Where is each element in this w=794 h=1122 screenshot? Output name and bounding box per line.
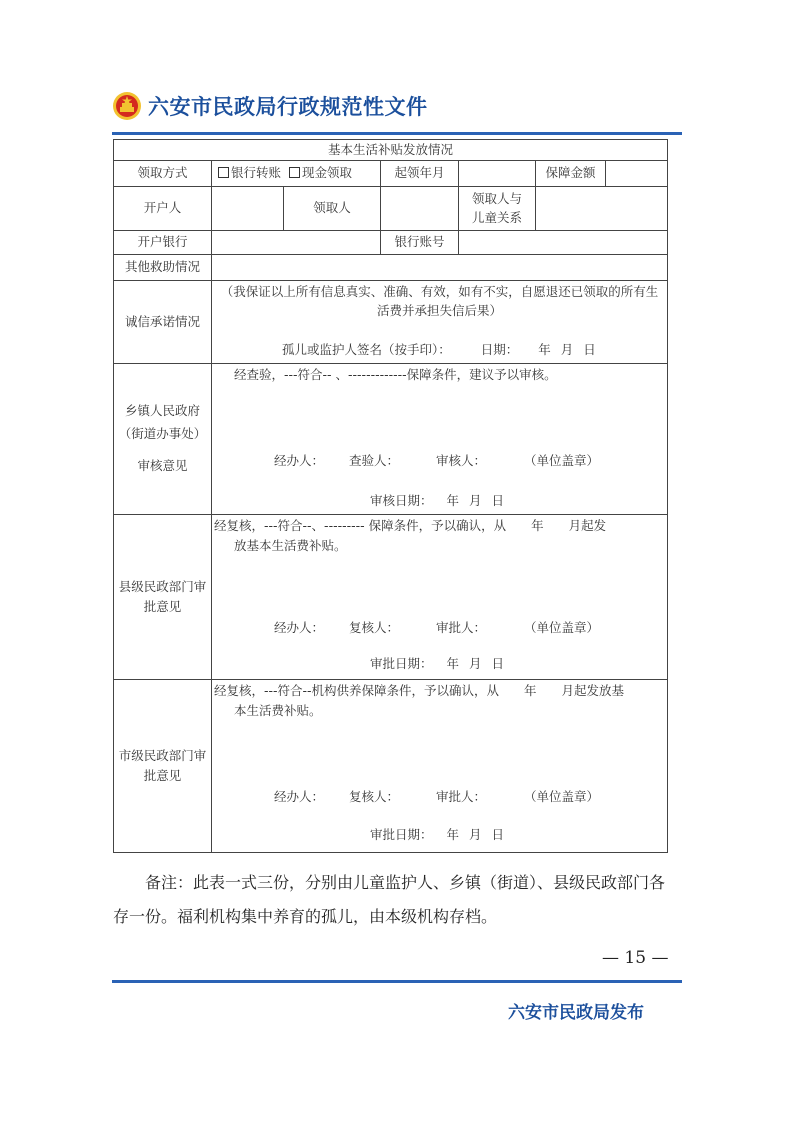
start-month-label: 起领年月 [381, 161, 459, 187]
account-number-value[interactable] [459, 231, 668, 255]
county-date-line [370, 655, 504, 674]
city-date-line [370, 826, 504, 845]
township-label-line2: （街道办事处） [118, 425, 207, 441]
month-label: 月 [469, 656, 482, 671]
header-title: 六安市民政局行政规范性文件 [148, 95, 428, 119]
city-rechecker: 复核人： [349, 789, 400, 804]
month-label: 月 [469, 493, 482, 508]
cash-label: 现金领取 [301, 165, 352, 181]
township-checker: 查验人： [349, 453, 400, 468]
county-label [114, 515, 212, 680]
footer-rule [112, 980, 682, 983]
city-handler: 经办人： [274, 789, 325, 804]
month-label: 月 [560, 342, 574, 357]
county-date-label: 审批日期： [370, 656, 433, 671]
year-label: 年 [446, 827, 460, 842]
township-label-line1: 乡镇人民政府 [124, 403, 200, 419]
page-number: — 15 — [602, 948, 669, 968]
account-holder-label: 开户人 [114, 187, 212, 231]
township-handler: 经办人： [274, 453, 325, 468]
county-approver: 审批人： [436, 620, 487, 635]
county-seal: （单位盖章） [524, 620, 600, 635]
township-label-line3: 审核意见 [137, 458, 188, 474]
township-seal: （单位盖章） [524, 453, 600, 468]
collection-method-options [212, 161, 381, 187]
account-holder-value[interactable] [212, 187, 284, 231]
header-rule [112, 132, 682, 135]
township-text: 经查验，---符合-- 、-------------保障条件，建议予以审核。 [234, 367, 557, 382]
city-cell [212, 680, 668, 853]
city-text-line2: 本生活费补贴。 [234, 703, 322, 718]
city-label [114, 680, 212, 853]
city-label-line2: 批意见 [143, 768, 182, 783]
promise-date-label: 日期： [480, 342, 519, 357]
account-number-label: 银行账号 [381, 231, 459, 255]
amount-value[interactable] [606, 161, 668, 187]
section-title: 基本生活补贴发放情况 [114, 140, 668, 161]
year-label: 年 [446, 493, 460, 508]
relation-value[interactable] [536, 187, 668, 231]
county-text-line1: 经复核，---符合--、--------- 保障条件，予以确认，从 年 月起发 [214, 518, 607, 533]
promise-label: 诚信承诺情况 [114, 281, 212, 364]
day-label: 日 [491, 493, 505, 508]
subsidy-form-table [113, 139, 668, 853]
promise-cell [212, 281, 668, 364]
promise-text: （我保证以上所有信息真实、准确、有效，如有不实，自愿退还已领取的所有生活费并承担失信后果） [220, 284, 659, 318]
county-cell [212, 515, 668, 680]
bank-value[interactable] [212, 231, 381, 255]
year-label: 年 [538, 342, 551, 357]
cash-checkbox[interactable] [289, 167, 300, 178]
footer-publisher: 六安市民政局发布 [508, 1003, 644, 1023]
document-header [112, 86, 428, 126]
county-handler: 经办人： [274, 620, 325, 635]
city-approver: 审批人： [436, 789, 487, 804]
other-assistance-label: 其他救助情况 [114, 255, 212, 281]
county-text-line2: 放基本生活费补贴。 [234, 538, 347, 553]
start-month-value[interactable] [459, 161, 536, 187]
receiver-value[interactable] [381, 187, 459, 231]
amount-label: 保障金额 [536, 161, 606, 187]
bank-transfer-checkbox[interactable] [218, 167, 229, 178]
promise-signature-line [282, 341, 596, 360]
bank-transfer-label: 银行转账 [231, 165, 282, 181]
city-seal: （单位盖章） [524, 789, 600, 804]
county-label-line1: 县级民政部门审 [118, 579, 207, 594]
day-label: 日 [583, 342, 596, 357]
month-label: 月 [469, 827, 482, 842]
footnote: 备注：此表一式三份，分别由儿童监护人、乡镇（街道）、县级民政部门各存一份。福利机构集中养育的孤儿，由本级机构存档。 [113, 873, 666, 926]
day-label: 日 [491, 827, 505, 842]
bank-label: 开户银行 [114, 231, 212, 255]
collection-method-label: 领取方式 [114, 161, 212, 187]
other-assistance-value[interactable] [212, 255, 668, 281]
day-label: 日 [491, 656, 505, 671]
year-label: 年 [446, 656, 460, 671]
signature-label: 孤儿或监护人签名（按手印）： [282, 342, 451, 357]
township-date-line [370, 492, 504, 511]
city-text-line1: 经复核，---符合--机构供养保障条件，予以确认，从 年 月起发放基 [214, 683, 625, 698]
county-rechecker: 复核人： [349, 620, 400, 635]
township-cell [212, 364, 668, 515]
relation-label: 领取人与儿童关系 [459, 187, 536, 231]
township-label [114, 364, 212, 515]
county-label-line2: 批意见 [143, 599, 182, 614]
city-date-label: 审批日期： [370, 827, 433, 842]
township-reviewer: 审核人： [436, 453, 487, 468]
city-label-line1: 市级民政部门审 [118, 748, 207, 763]
receiver-label: 领取人 [284, 187, 381, 231]
township-date-label: 审核日期： [370, 493, 433, 508]
national-emblem-icon [112, 91, 142, 121]
